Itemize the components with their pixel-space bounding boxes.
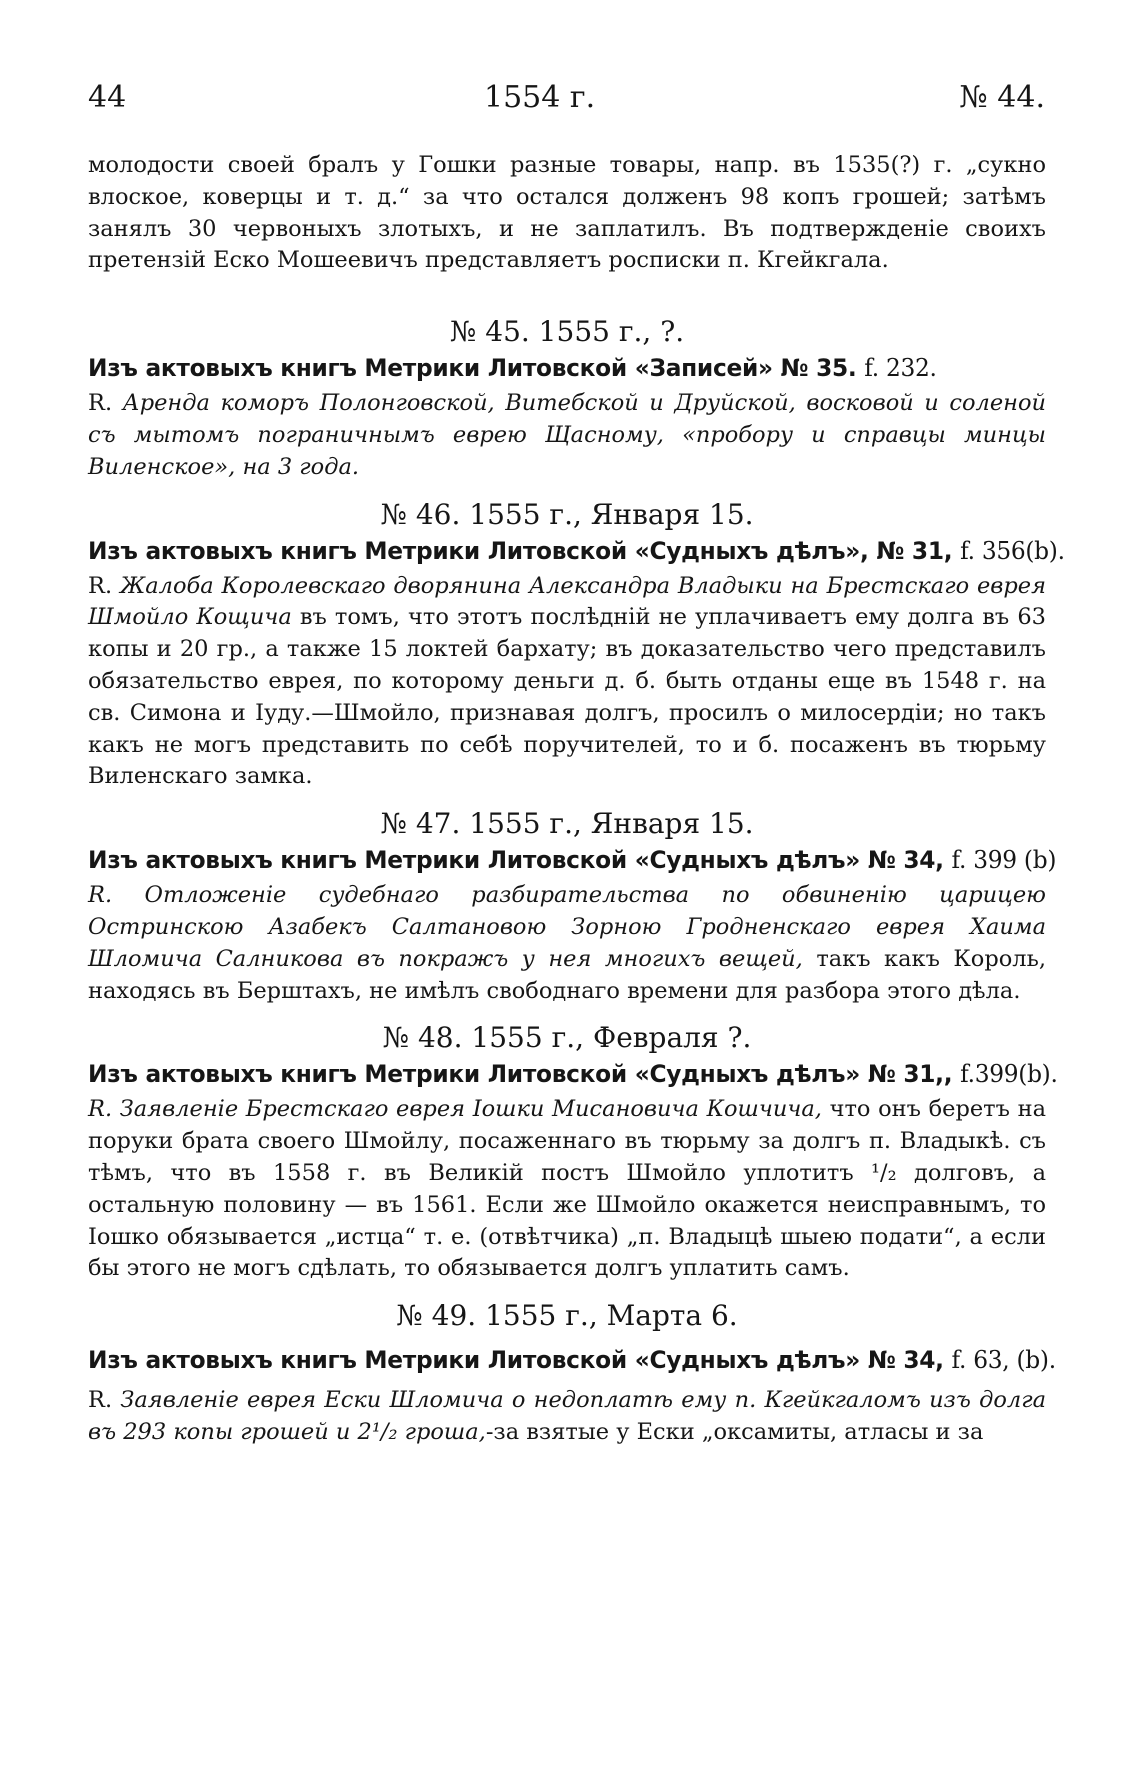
summary-text: что онъ беретъ на поруки брата своего Шмойлу, посаженнаго въ тюрьму за долгъ п. Владыкѣ. съ тѣмъ, что въ 1558 г. въ Великій постъ Шмойло уплотитъ ¹/₂ долговъ, а остальную половину — въ 1561. Если же Шмойло окажется неисправнымъ, то Іошко обязывается „истца“ т. е. (отвѣтчика) „п. Владыцѣ шыею подати“, а если бы этого не могъ сдѣлать, то обязывается долгъ уплатить самъ. [88, 1096, 1046, 1282]
entry-summary [88, 880, 1046, 1007]
source-text: Изъ актовыхъ книгъ Метрики Литовской «Судныхъ дѣлъ», № 31, [88, 536, 953, 565]
entry-source [88, 843, 1057, 877]
regest-marker: R. [88, 1096, 113, 1123]
summary-text: такъ какъ Король, находясь въ Берштахъ, не имѣлъ свободнаго времени для разбора этого дѣла. [88, 945, 1046, 1004]
entry-summary [88, 1385, 1046, 1449]
page-number: 44 [88, 80, 127, 115]
page-content [88, 150, 1065, 1449]
entry-49 [88, 1297, 1056, 1449]
regest-marker: R. [88, 1387, 113, 1414]
entry-source [88, 1343, 1056, 1377]
running-header [88, 80, 1045, 126]
entry-title: № 49. 1555 г., Марта 6. [396, 1299, 738, 1333]
entry-title: № 47. 1555 г., Января 15. [380, 807, 754, 841]
entry-title: № 45. 1555 г., ?. [449, 315, 685, 349]
source-text: Изъ актовыхъ книгъ Метрики Литовской «Записей» № 35. [88, 354, 857, 383]
entry-47 [88, 805, 1057, 1007]
entry-48 [88, 1019, 1058, 1285]
header-doc-number: № 44. [959, 80, 1045, 115]
regest-marker: R. [88, 882, 113, 909]
entry-title: № 46. 1555 г., Января 15. [380, 497, 754, 531]
source-folio: f. 63, (b). [951, 1346, 1056, 1375]
entry-title: № 48. 1555 г., Февраля ?. [382, 1021, 752, 1055]
regest-marker: R. [88, 572, 113, 599]
summary-italic: Заявленіе Брестскаго еврея Іошки Мисановича Кошчича, [119, 1096, 822, 1123]
entry-source [88, 351, 1017, 385]
source-text: Изъ актовыхъ книгъ Метрики Литовской «Судныхъ дѣлъ» № 31,, [88, 1060, 953, 1089]
source-folio: f.399(b). [960, 1060, 1058, 1089]
source-folio: f. 232. [864, 354, 937, 383]
entry-source [88, 534, 1065, 568]
entry-46 [88, 496, 1065, 794]
summary-text: въ томъ, что этотъ послѣдній не уплачиваетъ ему долга въ 63 копы и 20 гр., а также 15 локтей бархату; въ доказательство чего представилъ обязательство еврея, по которому деньги д. б. быть отданы еще въ 1548 г. на св. Симона и Іуду.—Шмойло, признавая долгъ, просилъ о милосердіи; но такъ какъ не могъ представить по себѣ поручителей, то и б. посаженъ въ тюрьму Виленскаго замка. [88, 604, 1046, 790]
entry-45 [88, 313, 1046, 483]
summary-text: -за взятые у Ески „оксамиты, атласы и за [485, 1418, 984, 1445]
source-folio: f. 356(b). [960, 536, 1065, 565]
regest-marker: R. [88, 390, 113, 417]
continued-paragraph: молодости своей бралъ у Гошки разные товары, напр. въ 1535(?) г. „сукно влоское, коверцы и т. д.“ за что остался долженъ 98 копъ грошей; затѣмъ занялъ 30 червоныхъ злотыхъ, и не заплатилъ. Въ подтвержденіе своихъ претензій Еско Мошеевичъ представляетъ росписки п. Кгейкгала. [88, 152, 1046, 274]
summary-italic: Аренда коморъ Полонговской, Витебской и Друйской, восковой и соленой съ мытомъ пограничнымъ еврею Щасному, «пробору и справцы минцы Виленское», на 3 года. [88, 390, 1046, 480]
entry-source [88, 1057, 1058, 1091]
entry-summary [88, 571, 1046, 794]
source-text: Изъ актовыхъ книгъ Метрики Литовской «Судныхъ дѣлъ» № 34, [88, 846, 944, 875]
entry-summary [88, 388, 1046, 483]
source-text: Изъ актовыхъ книгъ Метрики Литовской «Судныхъ дѣлъ» № 34, [88, 1346, 944, 1375]
summary-italic: Заявленіе еврея Ески Шломича о недоплатѣ ему п. Кгейкгаломъ изъ долга въ 293 копы грошей и 2¹/₂ гроша, [88, 1387, 1047, 1445]
summary-italic: Отложеніе судебнаго разбирательства по обвиненію царицею Остринскою Азабекъ Салтановою Зорною Гродненскаго еврея Хаима Шломича Салникова въ покражъ у нея многихъ вещей, [88, 882, 1046, 972]
header-year: 1554 г. [484, 80, 596, 115]
source-folio: f. 399 (b) [951, 846, 1057, 875]
summary-italic: Жалоба Королевскаго дворянина Александра Владыки на Брестскаго еврея Шмойло Кощича [88, 572, 1047, 631]
entry-summary [88, 1094, 1046, 1285]
